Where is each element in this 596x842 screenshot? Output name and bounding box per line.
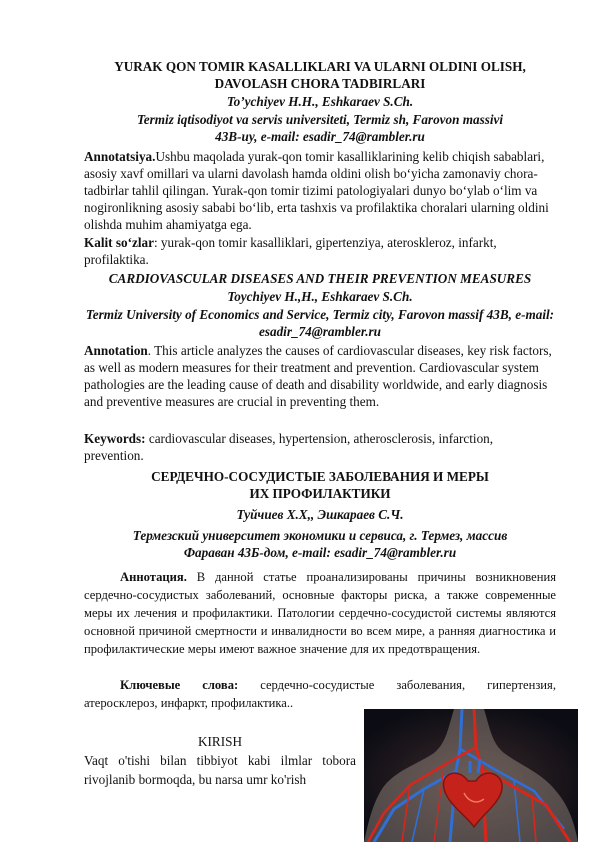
uz-abstract-label: Annotatsiya. <box>84 149 156 164</box>
en-affiliation: Termiz University of Economics and Service, Termiz city, Farovon massif 43B, e-mail: esadir_74@rambler.ru <box>85 307 555 339</box>
human-cardiovascular-system-icon <box>364 709 578 842</box>
uz-keywords-text: : yurak-qon tomir kasalliklari, gipertenziya, ateroskleroz, infarkt, profilaktika. <box>84 235 497 267</box>
uz-authors: To’ychiyev H.H., Eshkaraev S.Ch. <box>226 94 414 109</box>
ru-abstract <box>84 568 556 658</box>
intro-heading: KIRISH <box>198 734 242 749</box>
ru-keywords-text: сердечно-сосудистые заболевания, гипертензия, атеросклероз, инфаркт, профилактика.. <box>84 678 556 710</box>
uz-affiliation-line1: Termiz iqtisodiyot va servis universiteti, Termiz sh, Farovon massivi <box>136 112 504 127</box>
ru-title: СЕРДЕЧНО-СОСУДИСТЫЕ ЗАБОЛЕВАНИЯ И МЕРЫ ИХ ПРОФИЛАКТИКИ <box>151 469 489 501</box>
cardiovascular-figure <box>364 709 578 842</box>
uz-affiliation-line2: 43B-uy, e-mail: esadir_74@rambler.ru <box>215 129 425 144</box>
en-keywords <box>84 430 556 464</box>
ru-abstract-label: Аннотация. <box>120 570 187 584</box>
ru-keywords-label: Ключевые слова: <box>120 678 239 692</box>
uz-abstract-text: Ushbu maqolada yurak-qon tomir kasalliklarining kelib chiqish sabablari, asosiy xavf omillari va ularni davolash hamda oldini olish bo‘yicha zamonaviy chora-tadbirlar tahlil qilingan. Yurak-qon tomir tizimi patologiyalari dunyo bo‘ylab o‘lim va nogironlikning asosiy sababi bo‘lib, erta tashxis va profilaktika choralari ularning oldini olishda muhim ahamiyatga ega. <box>84 149 549 232</box>
en-abstract-text: . This article analyzes the causes of cardiovascular diseases, key risk factors, as well as modern measures for their treatment and prevention. Cardiovascular system pathologies are the leading cause of death and disability worldwide, and early diagnosis and preventive measures are crucial in preventing them. <box>84 343 552 409</box>
en-authors: Toychiyev H.,H., Eshkaraev S.Ch. <box>227 289 413 304</box>
uz-title: YURAK QON TOMIR KASALLIKLARI VA ULARNI OLDINI OLISH, DAVOLASH CHORA TADBIRLARI <box>114 59 526 91</box>
intro-text: Vaqt o'tishi bilan tibbiyot kabi ilmlar tobora rivojlanib bormoqda, bu narsa umr ko'rish <box>84 753 356 787</box>
uz-keywords <box>84 234 556 268</box>
ru-authors: Туйчиев Х.Х,, Эшкараев С.Ч. <box>236 507 404 522</box>
en-keywords-label: Keywords: <box>84 431 146 446</box>
en-abstract <box>84 342 556 410</box>
uz-abstract <box>84 148 556 233</box>
en-title: CARDIOVASCULAR DISEASES AND THEIR PREVENTION MEASURES <box>108 271 532 286</box>
ru-keywords <box>84 676 556 712</box>
uz-keywords-label: Kalit so‘zlar <box>84 235 154 250</box>
en-keywords-text: cardiovascular diseases, hypertension, atherosclerosis, infarction, prevention. <box>84 431 494 463</box>
ru-affiliation: Термезский университет экономики и сервиса, г. Термез, массив Фараван 43Б-дом, e-mail: esadir_74@rambler.ru <box>132 528 508 560</box>
ru-abstract-text: В данной статье проанализированы причины возникновения сердечно-сосудистых заболеваний, основные факторы риска, а также современные меры их лечения и профилактики. Патологии сердечно-сосудистой системы являются основной причиной смертности и инвалидности во всем мире, а ранняя диагностика и профилактические меры имеют важное значение для их предотвращения. <box>84 570 556 656</box>
en-abstract-label: Annotation <box>84 343 148 358</box>
